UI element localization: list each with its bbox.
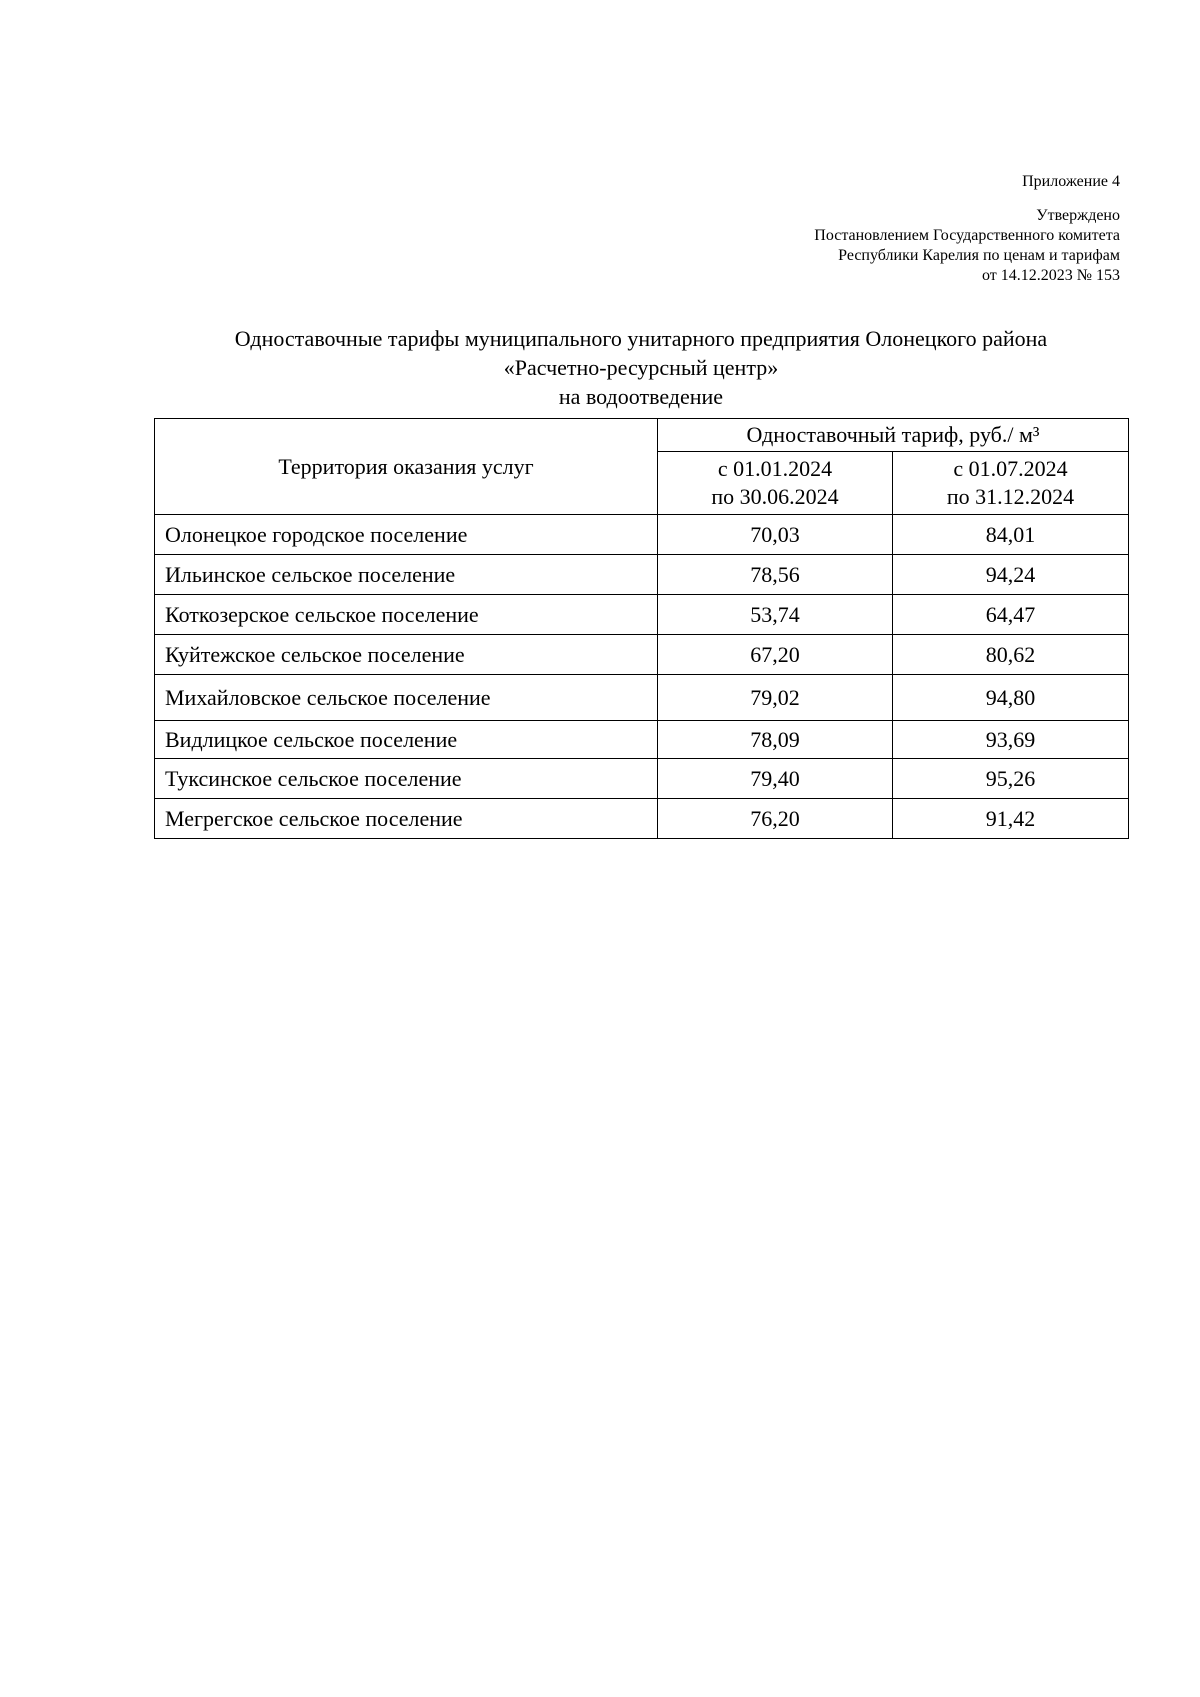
table-row xyxy=(155,721,1129,759)
tariff-value-period-2: 80,62 xyxy=(893,635,1129,675)
table-row xyxy=(155,555,1129,595)
tariff-value-period-1: 79,40 xyxy=(658,759,893,799)
title-line: «Расчетно-ресурсный центр» xyxy=(503,355,779,380)
territory-name: Мегрегское сельское поселение xyxy=(155,799,658,839)
tariff-value-period-2: 64,47 xyxy=(893,595,1129,635)
approval-block xyxy=(814,206,1120,286)
approval-line: Республики Карелия по ценам и тарифам xyxy=(838,247,1120,264)
approval-date-line: от 14.12.2023 № 153 xyxy=(981,267,1120,284)
tariff-value-period-2: 91,42 xyxy=(893,799,1129,839)
territory-name: Видлицкое сельское поселение xyxy=(155,721,658,759)
territory-name: Олонецкое городское поселение xyxy=(155,515,658,555)
period-to: по 31.12.2024 xyxy=(946,484,1075,509)
header-territory: Территория оказания услуг xyxy=(155,419,658,515)
table-row xyxy=(155,595,1129,635)
document-title xyxy=(154,324,1128,411)
header-period-2 xyxy=(893,452,1129,515)
table-row xyxy=(155,759,1129,799)
territory-name: Коткозерское сельское поселение xyxy=(155,595,658,635)
annex-label: Приложение 4 xyxy=(1022,173,1120,190)
period-from: с 01.07.2024 xyxy=(953,456,1068,481)
approval-line: Постановлением Государственного комитета xyxy=(814,227,1120,244)
header-period-1 xyxy=(658,452,893,515)
period-to: по 30.06.2024 xyxy=(711,484,839,509)
tariff-value-period-2: 94,80 xyxy=(893,675,1129,721)
period-from: с 01.01.2024 xyxy=(717,456,833,481)
tariff-value-period-1: 70,03 xyxy=(658,515,893,555)
table-row xyxy=(155,675,1129,721)
tariff-value-period-1: 53,74 xyxy=(658,595,893,635)
territory-name: Ильинское сельское поселение xyxy=(155,555,658,595)
tariff-value-period-2: 95,26 xyxy=(893,759,1129,799)
table-row xyxy=(155,515,1129,555)
table-row xyxy=(155,635,1129,675)
approval-line: Утверждено xyxy=(1036,207,1120,224)
tariff-table xyxy=(154,418,1129,839)
territory-name: Туксинское сельское поселение xyxy=(155,759,658,799)
tariff-value-period-1: 76,20 xyxy=(658,799,893,839)
tariff-value-period-1: 67,20 xyxy=(658,635,893,675)
title-line: Одноставочные тарифы муниципального унитарного предприятия Олонецкого района xyxy=(234,326,1048,351)
tariff-value-period-2: 93,69 xyxy=(893,721,1129,759)
title-line: на водоотведение xyxy=(558,384,724,409)
tariff-value-period-1: 79,02 xyxy=(658,675,893,721)
tariff-value-period-2: 84,01 xyxy=(893,515,1129,555)
territory-name: Михайловское сельское поселение xyxy=(155,675,658,721)
tariff-value-period-1: 78,56 xyxy=(658,555,893,595)
tariff-value-period-1: 78,09 xyxy=(658,721,893,759)
tariff-value-period-2: 94,24 xyxy=(893,555,1129,595)
table-row xyxy=(155,799,1129,839)
territory-name: Куйтежское сельское поселение xyxy=(155,635,658,675)
header-tariff: Одноставочный тариф, руб./ м³ xyxy=(658,419,1129,452)
table-header-row xyxy=(155,419,1129,452)
